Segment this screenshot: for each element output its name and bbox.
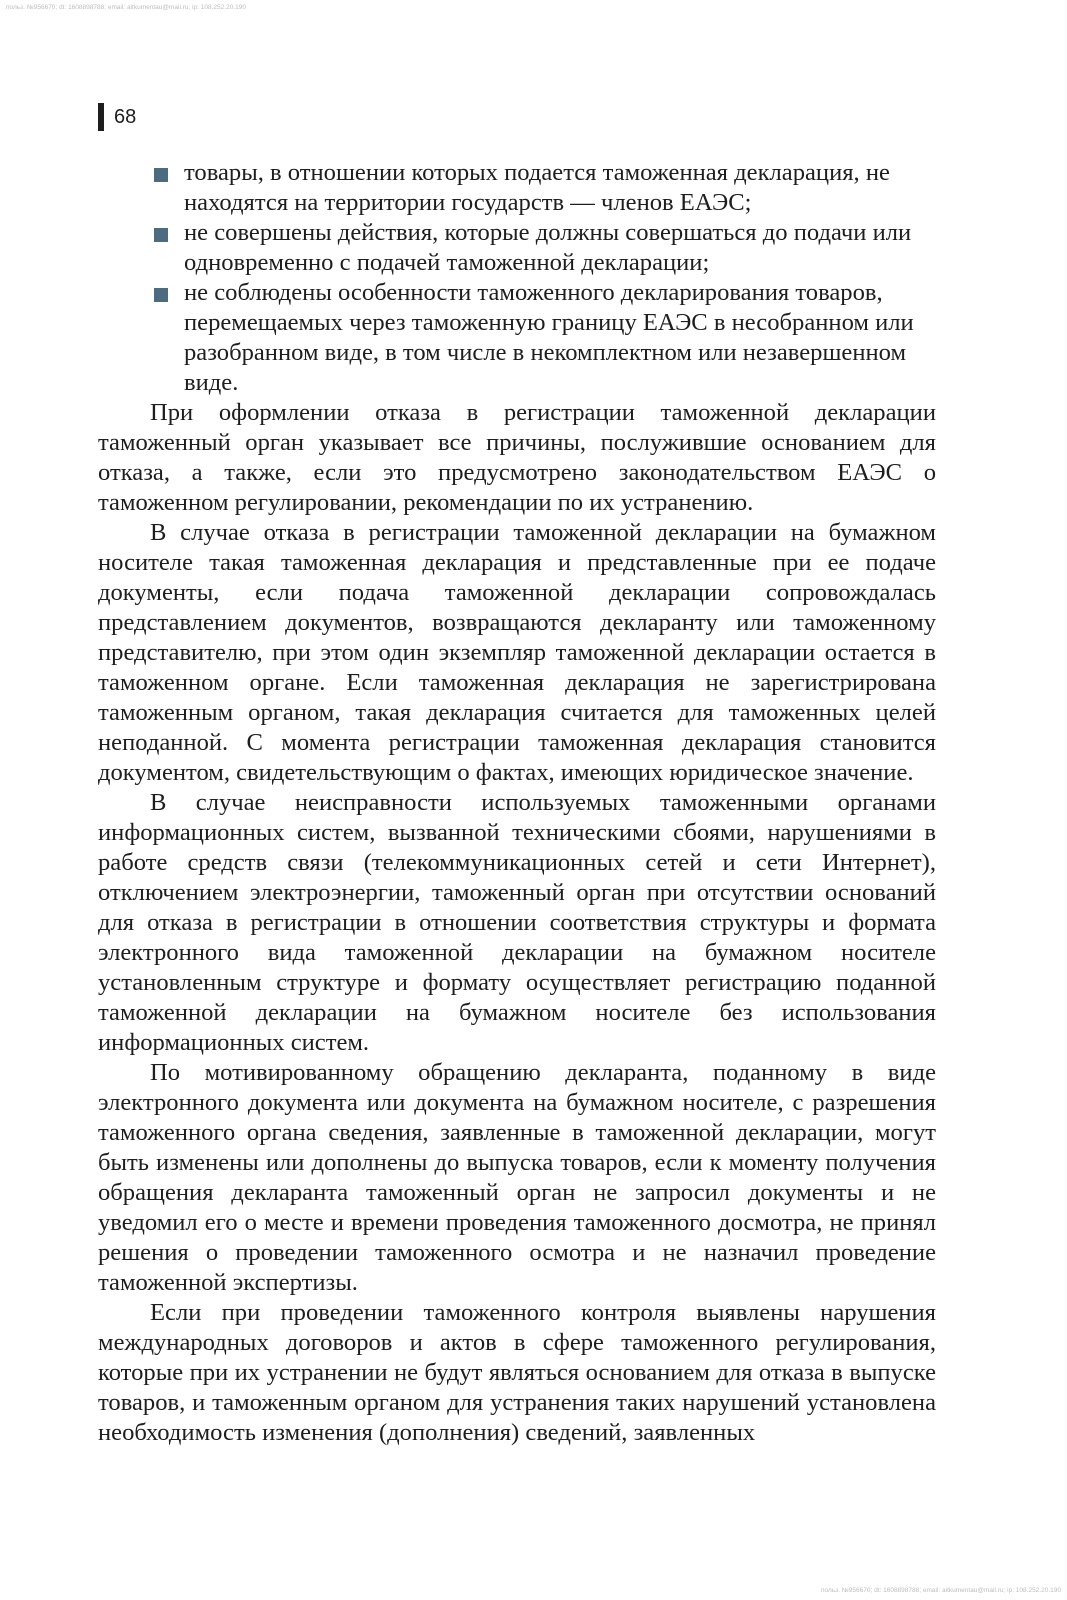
list-item-text: не совершены действия, которые должны совершаться до подачи или одновременно с подачей таможенной декларации; <box>184 219 912 276</box>
square-bullet-icon <box>154 288 168 302</box>
page-body <box>98 158 936 1448</box>
list-item-text: не соблюдены особенности таможенного декларирования товаров, перемещаемых через таможенную границу ЕАЭС в несобранном или разобранном виде, в том числе в некомплектном или незавершенном виде. <box>184 279 914 396</box>
list-item <box>98 278 936 398</box>
paragraph: В случае отказа в регистрации таможенной декларации на бумажном носителе такая таможенная декларация и представленные при ее подаче документы, если подача таможенной декларации сопровождалась представлением документов, возвращаются декларанту или таможенному представителю, при этом один экземпляр таможенной декларации остается в таможенном органе. Если таможенная декларация не зарегистрирована таможенным органом, такая декларация считается для таможенных целей неподанной. С момента регистрации таможенная декларация становится документом, свидетельствующим о фактах, имеющих юридическое значение. <box>98 519 936 786</box>
paragraph: При оформлении отказа в регистрации таможенной декларации таможенный орган указывает все причины, послужившие основанием для отказа, а также, если это предусмотрено законодательством ЕАЭС о таможенном регулировании, рекомендации по их устранению. <box>98 399 936 516</box>
paragraph: В случае неисправности используемых таможенными органами информационных систем, вызванной техническими сбоями, нарушениями в работе средств связи (телекоммуникационных сетей и сети Интернет), отключением электроэнергии, таможенный орган при отсутствии оснований для отказа в регистрации в отношении соответствия структуры и формата электронного вида таможенной декларации на бумажном носителе установленным структуре и формату осуществляет регистрацию поданной таможенной декларации на бумажном носителе без использования информационных систем. <box>98 789 936 1056</box>
page-header <box>98 104 136 130</box>
header-bar <box>98 103 104 131</box>
square-bullet-icon <box>154 228 168 242</box>
page-number: 68 <box>114 105 137 128</box>
list-item <box>98 158 936 218</box>
watermark-top: польз. №956670; dt: 1608898788; email: aitkumentau@mail.ru; ip: 108.252.20.190 <box>6 4 246 11</box>
list-item-text: товары, в отношении которых подается таможенная декларация, не находятся на территории государств — членов ЕАЭС; <box>184 159 890 216</box>
bullet-list <box>98 158 936 398</box>
paragraph: По мотивированному обращению декларанта, поданному в виде электронного документа или документа на бумажном носителе, с разрешения таможенного органа сведения, заявленные в таможенной декларации, могут быть изменены или дополнены до выпуска товаров, если к моменту получения обращения декларанта таможенный орган не запросил документы и не уведомил его о месте и времени проведения таможенного досмотра, не принял решения о проведении таможенного осмотра и не назначил проведение таможенной экспертизы. <box>98 1059 936 1296</box>
watermark-bottom: польз. №956670; dt: 1608898788; email: aitkumentau@mail.ru; ip: 108.252.20.190 <box>821 1586 1061 1594</box>
paragraph: Если при проведении таможенного контроля выявлены нарушения международных договоров и актов в сфере таможенного регулирования, которые при их устранении не будут являться основанием для отказа в выпуске товаров, и таможенным органом для устранения таких нарушений установлена необходимость изменения (дополнения) сведений, заявленных <box>98 1299 936 1446</box>
list-item <box>98 218 936 278</box>
square-bullet-icon <box>154 168 168 182</box>
